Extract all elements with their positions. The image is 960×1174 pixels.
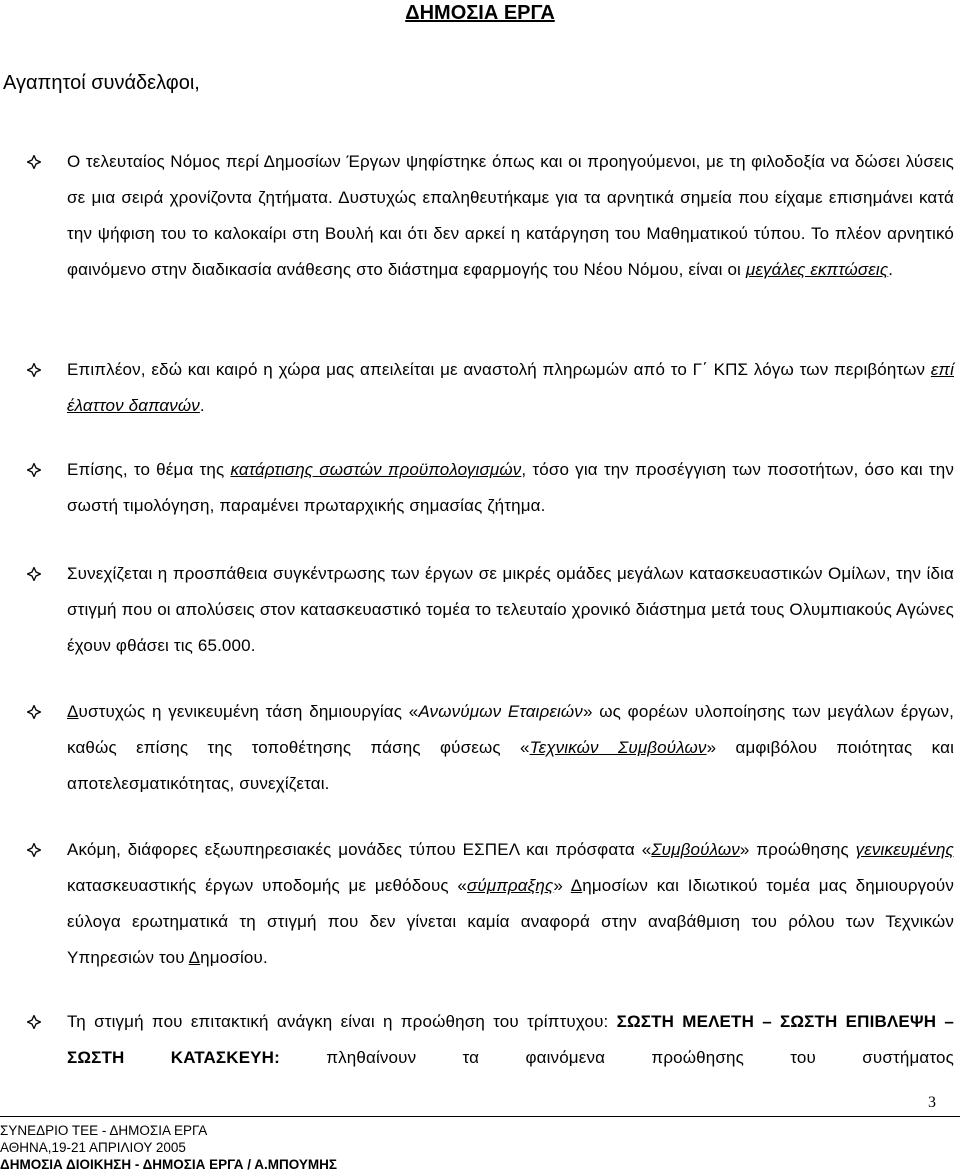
underlined-letter: Δ <box>188 948 201 967</box>
bullet-item <box>0 556 960 664</box>
bullet-item <box>0 694 960 802</box>
emphasis-text: γενικευμένης <box>855 840 954 859</box>
footer-line: ΑΘΗΝΑ,19-21 ΑΠΡΙΛΙΟΥ 2005 <box>0 1140 186 1155</box>
diamond-bullet-icon <box>27 843 41 857</box>
footer-divider <box>0 1116 960 1117</box>
bullet-text <box>0 832 960 976</box>
emphasis-text: Συμβούλων <box>651 840 740 859</box>
greeting: Αγαπητοί συνάδελφοι, <box>3 72 200 94</box>
bullet-text <box>0 556 960 664</box>
bullet-text <box>0 452 960 524</box>
emphasis-text: Τεχνικών Συμβούλων <box>529 738 707 757</box>
bullet-text-run: » ως φορέων υλοποίησης των μεγάλων έργων, καθώς επίσης της τοποθέτησης πάσης φύσεως « <box>67 702 955 757</box>
emphasis-text: κατάρτισης σωστών προϋπολογισμών <box>230 460 522 479</box>
bullet-text-run: Ο τελευταίος Νόμος περί Δημοσίων Έργων ψηφίστηκε όπως και οι προηγούμενοι, με τη φιλοδοξία να δώσει λύσεις σε μια σειρά χρονίζοντα ζητήματα. Δυστυχώς επαληθευτήκαμε για τα αρνητικά σημεία που είχαμε επισημάνει κατά την ψήφιση του το καλοκαίρι στη Βουλή και ότι δεν αρκεί η κατάργηση του Μαθηματικού τύπου. Το πλέον αρνητικό φαινόμενο στην διαδικασία ανάθεσης στο διάστημα εφαρμογής του Νέου Νόμου, είναι οι <box>67 152 954 279</box>
diamond-bullet-icon <box>27 705 41 719</box>
bullet-item <box>0 1004 960 1076</box>
emphasis-text: σύμπραξης <box>467 876 554 895</box>
bullet-text-run: » <box>553 876 571 895</box>
bullet-text <box>0 694 960 802</box>
underlined-letter: Δ <box>67 702 79 721</box>
underlined-letter: Δ <box>570 876 583 895</box>
document-title: ΔΗΜΟΣΙΑ ΕΡΓΑ <box>405 2 555 24</box>
bullet-text-run: πληθαίνουν τα φαινόμενα προώθησης του συστήματος <box>279 1048 954 1067</box>
bullet-text-run: . <box>888 260 894 279</box>
bullet-text-run: » προώθησης <box>739 840 856 859</box>
bullet-text-run: . <box>199 396 205 415</box>
bullet-text-run: » αμφιβόλου ποιότητας και αποτελεσματικότητας, συνεχίζεται. <box>67 738 954 793</box>
bullet-item <box>0 144 960 288</box>
diamond-bullet-icon <box>27 363 41 377</box>
bullet-text-run: Τη στιγμή που επιτακτική ανάγκη είναι η προώθηση του τρίπτυχου: <box>67 1012 617 1031</box>
bullet-text <box>0 144 960 288</box>
bullet-text-run: Ακόμη, διάφορες εξωυπηρεσιακές μονάδες τύπου ΕΣΠΕΛ και πρόσφατα « <box>67 840 652 859</box>
diamond-bullet-icon <box>27 1015 41 1029</box>
diamond-bullet-icon <box>27 155 41 169</box>
bullet-text-run: Επιπλέον, εδώ και καιρό η χώρα μας απειλείται με αναστολή πληρωμών από το Γ΄ ΚΠΣ λόγω των περιβόητων <box>67 360 931 379</box>
page-footer <box>0 1122 337 1173</box>
bullet-text-run: υστυχώς η γενικευμένη τάση δημιουργίας « <box>78 702 419 721</box>
bullet-text-run: ημοσίων και Ιδιωτικού τομέα μας δημιουργούν εύλογα ερωτηματικά τη στιγμή που δεν γίνεται καμία αναφορά στην αναβάθμιση του ρόλου των Τεχνικών Υπηρεσιών του <box>67 876 954 967</box>
bullet-text <box>0 352 960 424</box>
bullet-text-run: Συνεχίζεται η προσπάθεια συγκέντρωσης των έργων σε μικρές ομάδες μεγάλων κατασκευαστικών Ομίλων, την ίδια στιγμή που οι απολύσεις στον κατασκευαστικό τομέα το τελευταίο χρονικό διάστημα μετά τους Ολυμπιακούς Αγώνες έχουν φθάσει τις 65.000. <box>67 564 954 655</box>
footer-line: ΔΗΜΟΣΙΑ ΔΙΟΙΚΗΣΗ - ΔΗΜΟΣΙΑ ΕΡΓΑ / Α.ΜΠΟΥΜΗΣ <box>0 1157 338 1172</box>
bullet-text-run: ημοσίου. <box>200 948 268 967</box>
bullet-item <box>0 452 960 524</box>
bullet-text <box>0 1004 960 1076</box>
diamond-bullet-icon <box>27 463 41 477</box>
bullet-text-run: κατασκευαστικής έργων υποδομής με μεθόδους « <box>67 876 468 895</box>
diamond-bullet-icon <box>27 567 41 581</box>
bullet-item <box>0 352 960 424</box>
bold-text: ΣΩΣΤΗ ΜΕΛΕΤΗ – ΣΩΣΤΗ ΕΠΙΒΛΕΨΗ – ΣΩΣΤΗ ΚΑΤΑΣΚΕΥΗ: <box>67 1012 955 1067</box>
bullet-text-run: Επίσης, το θέμα της <box>67 460 231 479</box>
bullet-item <box>0 832 960 976</box>
emphasis-text: μεγάλες εκπτώσεις <box>745 260 889 279</box>
emphasis-text: επί έλαττον δαπανών <box>67 360 954 415</box>
page-number: 3 <box>928 1094 936 1111</box>
bullet-text-run: , τόσο για την προσέγγιση των ποσοτήτων, όσο και την σωστή τιμολόγηση, παραμένει πρωταρχικής σημασίας ζήτημα. <box>67 460 954 515</box>
italic-text: Ανωνύμων Εταιρειών <box>418 702 583 721</box>
footer-line: ΣΥΝΕΔΡΙΟ ΤΕΕ - ΔΗΜΟΣΙΑ ΕΡΓΑ <box>0 1123 208 1138</box>
